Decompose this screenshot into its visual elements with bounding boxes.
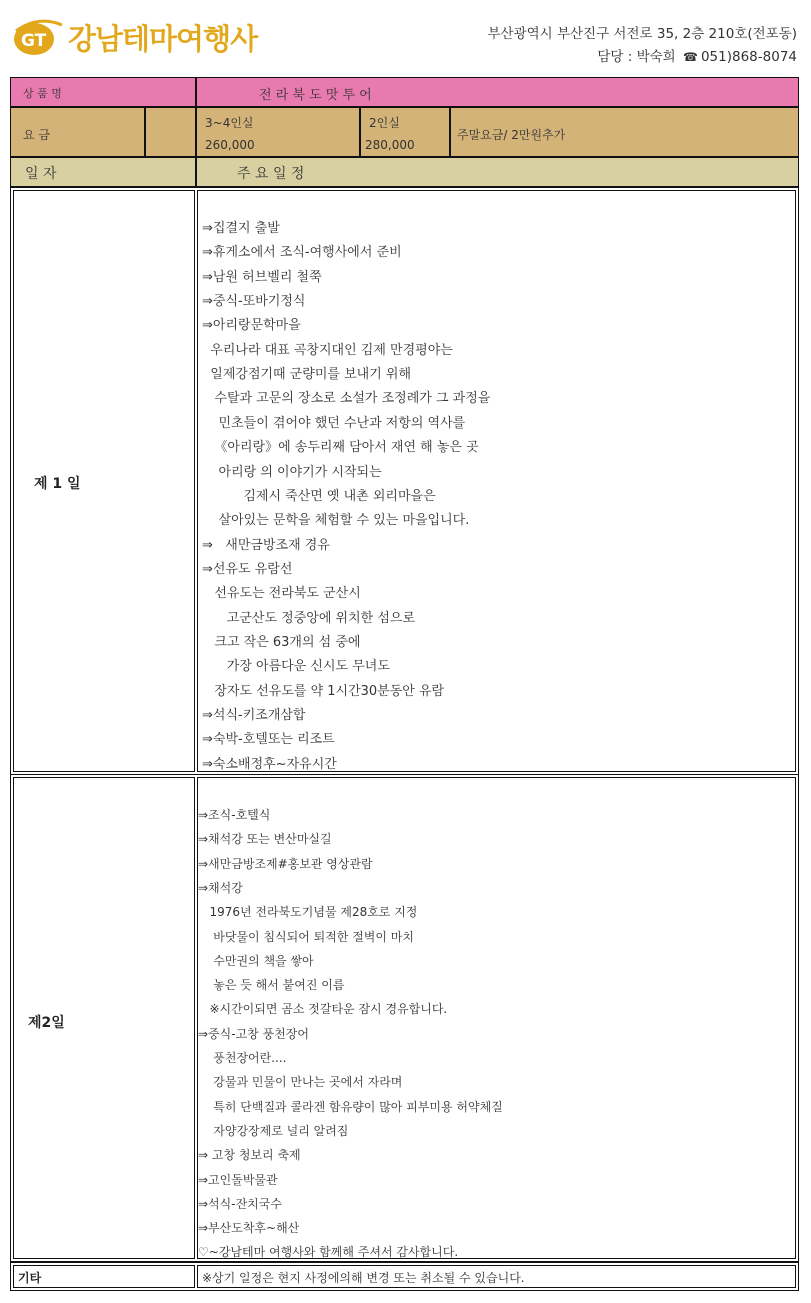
company-logo [12, 14, 257, 60]
day1-schedule-line: 장자도 선유도를 약 1시간30분동안 유람 [202, 683, 445, 699]
day2-schedule-line: ♡~강남테마 여행사와 함께해 주셔서 감사합니다. [198, 1245, 459, 1260]
day2-row [10, 774, 799, 1262]
day1-schedule-line: 가장 아름다운 신시도 무녀도 [202, 659, 390, 675]
fee-note: 주말요금/ 2만원추가 [457, 128, 566, 142]
day2-schedule-line: ⇒중식-고창 풍천장어 [198, 1026, 309, 1041]
day1-schedule-line: ⇒남원 허브벨리 철쭉 [202, 269, 322, 285]
page-header [0, 0, 811, 76]
contact-person: 담당 : 박숙희 [597, 49, 676, 65]
etc-label-cell [13, 1265, 195, 1288]
day2-schedule-cell [197, 777, 796, 1259]
etc-label: 기타 [18, 1271, 42, 1285]
day2-label: 제2일 [28, 1015, 65, 1031]
fee-option-2-cell [360, 107, 450, 157]
phone-icon: ☎ [683, 50, 698, 64]
phone-number: 051)868-8074 [700, 49, 797, 65]
logo-mark-icon [12, 17, 64, 57]
day2-schedule-line: ※시간이되면 곰소 젓갈타운 잠시 경유합니다. [198, 1002, 448, 1017]
company-address: 부산광역시 부산진구 서전로 35, 2층 210호(전포동) [487, 26, 797, 42]
day2-schedule-line: 자양강장제로 널리 알려짐 [198, 1123, 349, 1138]
day1-label: 제 1 일 [34, 476, 81, 492]
logo-text: 강남테마여행사 [68, 21, 258, 56]
schedule-header-label: 주 요 일 정 [237, 166, 305, 182]
fee-option-1-cell [196, 107, 360, 157]
fee-label: 요 금 [23, 128, 50, 142]
day1-schedule-line: ⇒숙박-호텔또는 리조트 [202, 732, 335, 748]
company-contact [597, 45, 797, 65]
day1-schedule-line: ⇒선유도 유람선 [202, 561, 293, 577]
day1-schedule-line: ⇒집결지 출발 [202, 221, 280, 236]
etc-row [10, 1262, 799, 1291]
fee-option-2-price: 280,000 [365, 138, 415, 152]
day1-schedule-line: 크고 작은 63개의 섬 중에 [202, 634, 361, 650]
fee-option-1-title: 3~4인실 [205, 116, 254, 130]
day1-schedule-line: ⇒ 새만금방조재 경유 [202, 537, 330, 553]
day2-schedule-line: ⇒채석강 또는 변산마실길 [198, 832, 332, 847]
date-header-cell [10, 157, 196, 187]
day2-schedule-line: ⇒부산도착후~해산 [198, 1221, 300, 1236]
day2-schedule-line: 1976년 전라북도기념물 제28호로 지정 [198, 905, 418, 920]
etc-value-cell [197, 1265, 796, 1288]
fee-empty-cell [145, 107, 196, 157]
day2-schedule-line: 강물과 민물이 만나는 곳에서 자라며 [198, 1075, 403, 1090]
day1-schedule-line: ⇒아리랑문학마을 [202, 318, 301, 334]
day1-schedule-line: ⇒중식-또바기정식 [202, 294, 306, 310]
date-header-label: 일 자 [25, 166, 57, 182]
day1-schedule-line: 우리나라 대표 곡창지대인 김제 만경평야는 [202, 342, 453, 358]
product-label: 상 품 명 [23, 87, 62, 100]
product-name: 전 라 북 도 맛 투 어 [259, 88, 372, 103]
day1-schedule-line: 《아리랑》에 송두리째 담아서 재연 해 놓은 곳 [202, 440, 479, 456]
fee-note-cell [450, 107, 799, 157]
day1-schedule-line: 민초들이 겪어야 했던 수난과 저항의 역사를 [202, 415, 466, 431]
day1-schedule-line: 선유도는 전라북도 군산시 [202, 586, 361, 602]
day1-schedule-line: 살아있는 문학을 체험할 수 있는 마을입니다. [202, 513, 470, 529]
day2-schedule-line: ⇒조식-호텔식 [198, 808, 271, 822]
day2-schedule-line: 바닷물이 침식되어 퇴적한 절벽이 마치 [198, 929, 414, 944]
day2-schedule-line: ⇒새만금방조제#홍보관 영상관람 [198, 856, 373, 871]
day2-schedule-line: 풍천장어란.... [198, 1051, 287, 1065]
fee-option-1-price: 260,000 [205, 138, 255, 152]
day1-schedule-line: 수탈과 고문의 장소로 소설가 조정례가 그 과정을 [202, 391, 491, 407]
day2-schedule-line: ⇒석식-잔치국수 [198, 1196, 282, 1211]
day2-schedule-line: 특히 단백질과 콜라겐 함유량이 많아 피부미용 허약체질 [198, 1099, 503, 1114]
day1-label-cell [13, 190, 195, 772]
day2-schedule-line: 놓은 듯 해서 붙여진 이름 [198, 978, 345, 993]
product-label-cell [10, 77, 196, 107]
day1-schedule-line: ⇒석식-키조개삼합 [202, 708, 306, 723]
day2-schedule-line: ⇒고인돌박물관 [198, 1172, 278, 1187]
day2-schedule-line: ⇒채석강 [198, 880, 243, 895]
day2-schedule-line: 수만권의 책을 쌓아 [198, 953, 314, 968]
day1-schedule-line: 고군산도 정중앙에 위치한 섬으로 [202, 610, 416, 626]
day1-schedule-line: ⇒휴게소에서 조식-여행사에서 준비 [202, 245, 402, 261]
day1-schedule-line: 김제시 죽산면 옛 내촌 외리마을은 [202, 488, 436, 504]
day1-row [10, 187, 799, 775]
day1-schedule-line: 아리랑 의 이야기가 시작되는 [202, 464, 382, 480]
fee-label-cell [10, 107, 145, 157]
fee-option-2-title: 2인실 [369, 116, 400, 130]
day1-schedule-line: ⇒숙소배정후~자유시간 [202, 756, 337, 772]
day2-schedule-line: ⇒ 고창 청보리 축제 [198, 1148, 301, 1163]
logo-mark-text: GT [21, 31, 47, 51]
day2-label-cell [13, 777, 195, 1259]
product-value-cell [196, 77, 799, 107]
schedule-header-cell [196, 157, 799, 187]
etc-note: ※상기 일정은 현지 사정에의해 변경 또는 취소될 수 있습니다. [202, 1271, 525, 1285]
day1-schedule-line: 일제강점기때 군량미를 보내기 위해 [202, 367, 412, 383]
day1-schedule-cell [197, 190, 796, 772]
